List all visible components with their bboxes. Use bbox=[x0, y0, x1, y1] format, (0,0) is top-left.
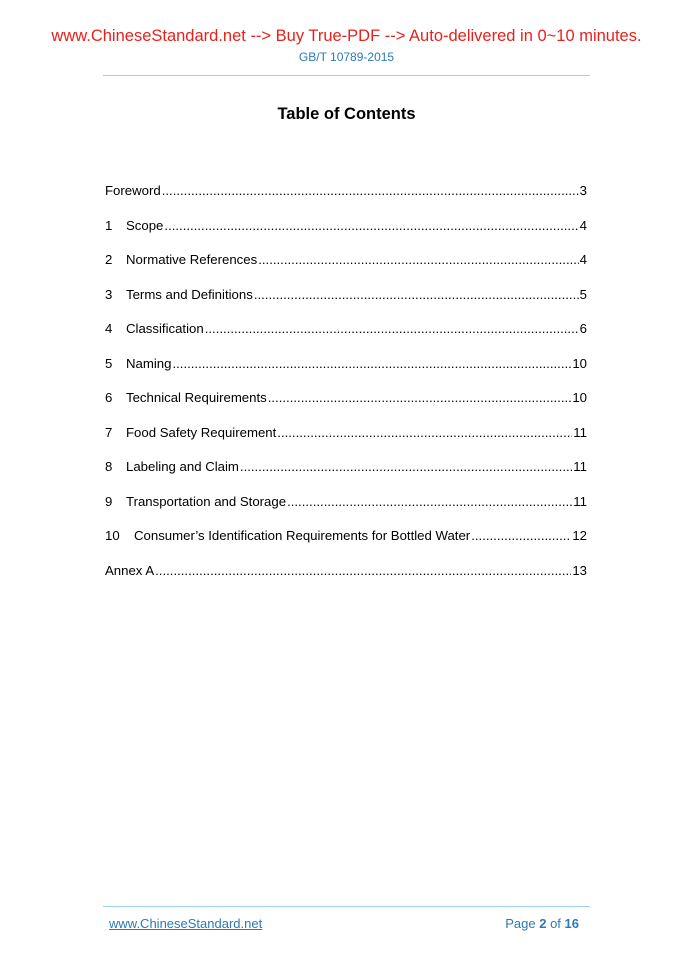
toc-entry-page: 11 bbox=[573, 424, 587, 440]
toc-dot-leader bbox=[277, 425, 572, 440]
toc-dot-leader bbox=[268, 390, 572, 405]
toc-entry-foreword[interactable] bbox=[105, 183, 587, 218]
toc-dot-leader bbox=[155, 563, 571, 578]
toc-entry-number: 7 bbox=[105, 424, 113, 440]
toc-entry-page: 10 bbox=[572, 390, 587, 405]
toc-entry-number: 3 bbox=[105, 286, 113, 302]
toc-entry-labeling-and-claim[interactable] bbox=[105, 459, 587, 494]
toc-entry-title: Consumer’s Identification Requirements for Bottled Water bbox=[134, 528, 471, 543]
page-current: 2 bbox=[539, 916, 547, 931]
toc-entry-page: 13 bbox=[572, 562, 587, 578]
promo-banner-link[interactable]: www.ChineseStandard.net --> Buy True-PDF --> Auto-delivered in 0~10 minutes. bbox=[51, 27, 642, 45]
page-total: 16 bbox=[564, 916, 579, 931]
document-code: GB/T 10789-2015 bbox=[298, 50, 395, 64]
page-number bbox=[505, 916, 579, 931]
toc-entry-transportation-and-storage[interactable] bbox=[105, 494, 587, 529]
toc-entry-title: Annex A bbox=[105, 562, 155, 578]
page-label: Page bbox=[505, 916, 536, 931]
footer-website-link[interactable]: www.ChineseStandard.net bbox=[109, 916, 263, 931]
toc-dot-leader bbox=[254, 287, 579, 302]
toc-title: Table of Contents bbox=[277, 105, 416, 123]
toc-entry-annex-a[interactable] bbox=[105, 563, 587, 598]
toc-entry-title: Technical Requirements bbox=[126, 390, 267, 405]
toc-entry-number: 1 bbox=[105, 217, 113, 233]
table-of-contents bbox=[105, 183, 587, 597]
toc-entry-page: 6 bbox=[579, 321, 587, 336]
toc-entry-page: 4 bbox=[579, 252, 587, 267]
toc-entry-title: Terms and Definitions bbox=[126, 286, 253, 302]
toc-entry-title: Scope bbox=[126, 217, 164, 233]
toc-entry-terms-and-definitions[interactable] bbox=[105, 287, 587, 322]
toc-entry-page: 4 bbox=[579, 217, 587, 233]
toc-entry-number: 10 bbox=[105, 528, 120, 543]
toc-entry-food-safety-requirement[interactable] bbox=[105, 425, 587, 460]
toc-entry-number: 8 bbox=[105, 459, 113, 474]
toc-dot-leader bbox=[471, 528, 571, 543]
toc-entry-page: 3 bbox=[579, 183, 587, 198]
toc-entry-number: 4 bbox=[105, 321, 113, 336]
toc-dot-leader bbox=[162, 183, 579, 198]
toc-entry-classification[interactable] bbox=[105, 321, 587, 356]
toc-entry-page: 11 bbox=[573, 493, 587, 509]
toc-entry-number: 5 bbox=[105, 355, 113, 371]
toc-entry-consumer-identification[interactable] bbox=[105, 528, 587, 563]
toc-entry-title: Foreword bbox=[105, 183, 161, 198]
toc-entry-scope[interactable] bbox=[105, 218, 587, 253]
toc-entry-title: Labeling and Claim bbox=[126, 459, 239, 474]
toc-entry-technical-requirements[interactable] bbox=[105, 390, 587, 425]
page-of: of bbox=[550, 916, 561, 931]
toc-dot-leader bbox=[205, 321, 579, 336]
toc-entry-page: 12 bbox=[572, 528, 587, 543]
toc-entry-title: Normative References bbox=[126, 252, 258, 267]
toc-entry-page: 5 bbox=[579, 286, 587, 302]
toc-entry-title: Food Safety Requirement bbox=[126, 424, 277, 440]
toc-dot-leader bbox=[287, 494, 572, 509]
footer-divider bbox=[103, 906, 590, 907]
toc-entry-number: 2 bbox=[105, 252, 113, 267]
toc-entry-title: Naming bbox=[126, 355, 172, 371]
toc-dot-leader bbox=[164, 218, 578, 233]
toc-entry-page: 11 bbox=[573, 459, 587, 474]
header-divider bbox=[103, 75, 590, 76]
toc-entry-number: 6 bbox=[105, 390, 113, 405]
toc-entry-normative-references[interactable] bbox=[105, 252, 587, 287]
toc-dot-leader bbox=[172, 356, 571, 371]
toc-dot-leader bbox=[240, 459, 572, 474]
toc-entry-title: Classification bbox=[126, 321, 204, 336]
toc-entry-naming[interactable] bbox=[105, 356, 587, 391]
toc-entry-page: 10 bbox=[572, 355, 587, 371]
toc-entry-number: 9 bbox=[105, 493, 113, 509]
toc-dot-leader bbox=[258, 252, 578, 267]
toc-entry-title: Transportation and Storage bbox=[126, 493, 287, 509]
